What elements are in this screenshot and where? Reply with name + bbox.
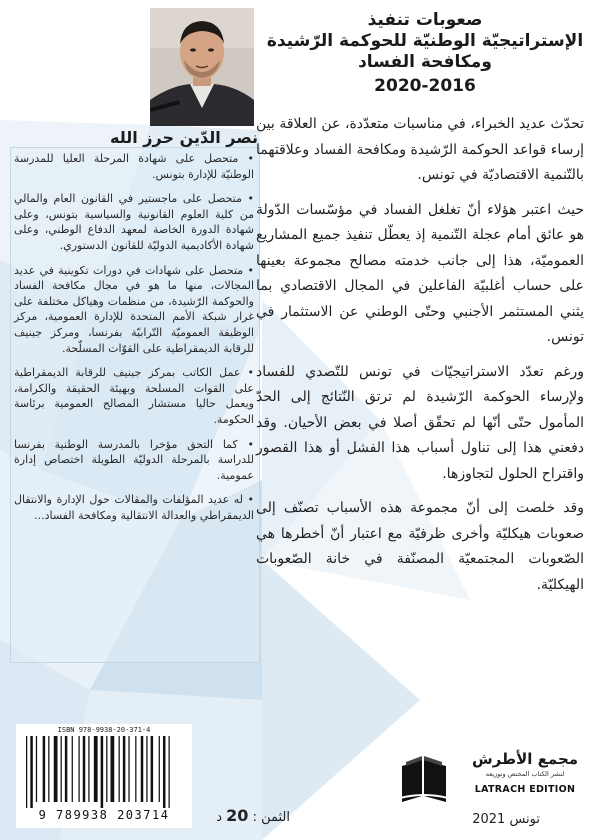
back-cover-text [256,112,584,607]
main-paragraph: وقد خلصت إلى أنّ مجموعة هذه الأسباب تصنّف إلى صعوبات هيكليّة وأخرى ظرفيّة مع اعتبار أنّ أخطرها هي الصّعوبات المجتمعيّة المصنّفة في خانة الصّعوبات الهيكليّة. [256,500,584,593]
books-icon [398,752,452,804]
bio-item: • متحصل على ماجستير في القانون العام والمالي من كلية العلوم القانونية والسياسية بتونس، وعلى شهادة الدورة الخاصة لمعهد الدفاع الوطني، وعلى شهادة الأكاديمية الدوليّة للقانون الدستوري. [14,192,254,252]
title-line-3: ومكافحة الفساد [358,52,492,72]
publisher-name: مجمع الأطرش [471,750,579,768]
barcode-digits: 9 789938 203714 [38,808,170,822]
book-title [265,10,585,97]
bio-item: • متحصل على شهادات في دورات تكوينية في عديد المجالات، منها ما هو في مجال مكافحة الفساد والحوكمة الرّشيدة، من منظمات وهياكل مختلفة على غرار شبكة الأمم المتحدة للإدارة العمومية، مركز الوظيفة العموميّة التّرابيّة بفرنسا، ومركز جينيف للرقابة الديمقراطية على القوّات المسلّحة. [14,263,254,355]
main-paragraph: حيث اعتبر هؤلاء أنّ تغلغل الفساد في مؤسّسات الدّولة هو عائق أمام عجلة التّنمية إذ يعطّل تنفيذ جميع المشاريع العموميّة، هذا إلى جانب خدمته مصالح مجموعة بعينها على حساب أغلبيّة الفاعلين في المجال الاقتصادي بما يثني المستثمر الأجنبي وحتّى الوطني عن الاستثمار في تونس. [256,201,584,345]
bio-item: • كما التحق مؤخرا بالمدرسة الوطنية بفرنسا للدراسة بالمرحلة الدوليّة الطويلة اختصاص إدارة عمومية. [14,437,254,482]
bio-item: • له عديد المؤلفات والمقالات حول الإدارة والانتقال الديمقراطي والعدالة الانتقالية ومكافحة الفساد... [14,493,254,522]
main-paragraph: تحدّث عديد الخبراء، في مناسبات متعدّدة، عن العلاقة بين إرساء قواعد الحوكمة الرّشيدة ومكافحة الفساد وعلاقتهما بالتّنمية الاقتصاديّة في تونس. [256,116,584,183]
title-line-2: الإستراتيجيّة الوطنيّة للحوكمة الرّشيدة [266,31,584,51]
publisher-latin-name: LATRACH EDITION [474,784,576,795]
publisher-subtitle: لنشر الكتاب المختص وتوزيعه [485,770,565,778]
author-bio [14,151,254,532]
price-value: 20 [226,806,249,825]
price [200,806,290,825]
isbn-label: ISBN 978-9938-20-371-4 [57,726,151,734]
title-years: 2020-2016 [374,76,476,96]
bio-item: • عمل الكاتب بمركز جينيف للرقابة الديمقراطية على القوات المسلحة وبهيئة الحقيقة والكرامة، ويعمل حاليا مستشار المصالح العمومية برئاسة الحكومة. [14,366,254,426]
author-name: نصر الدّين حرز الله [110,128,258,147]
place-year: تونس 2021 [472,812,540,827]
isbn-barcode [16,724,192,828]
price-label: الثمن : [252,810,290,825]
title-line-1: صعوبات تنفيذ [367,10,483,30]
author-photo [150,8,254,126]
bio-item: • متحصل على شهادة المرحلة العليا للمدرسة الوطنيّة للإدارة بتونس. [14,152,254,181]
publisher-logo [398,748,594,808]
price-unit: د [216,810,223,825]
main-paragraph: ورغم تعدّد الاستراتيجيّات في تونس للتّصدي للفساد ولإرساء الحوكمة الرّشيدة لم ترتق النّتائج إلى الحدّ المأمول حتّى أنّها لم تحقّق أصلا في بعض الأحيان. وقد دفعني هذا إلى تناول أسباب هذا الفشل أو هذا القصور واقتراح الحلول لتجاوزها. [256,363,584,482]
barcode-icon [24,736,184,808]
